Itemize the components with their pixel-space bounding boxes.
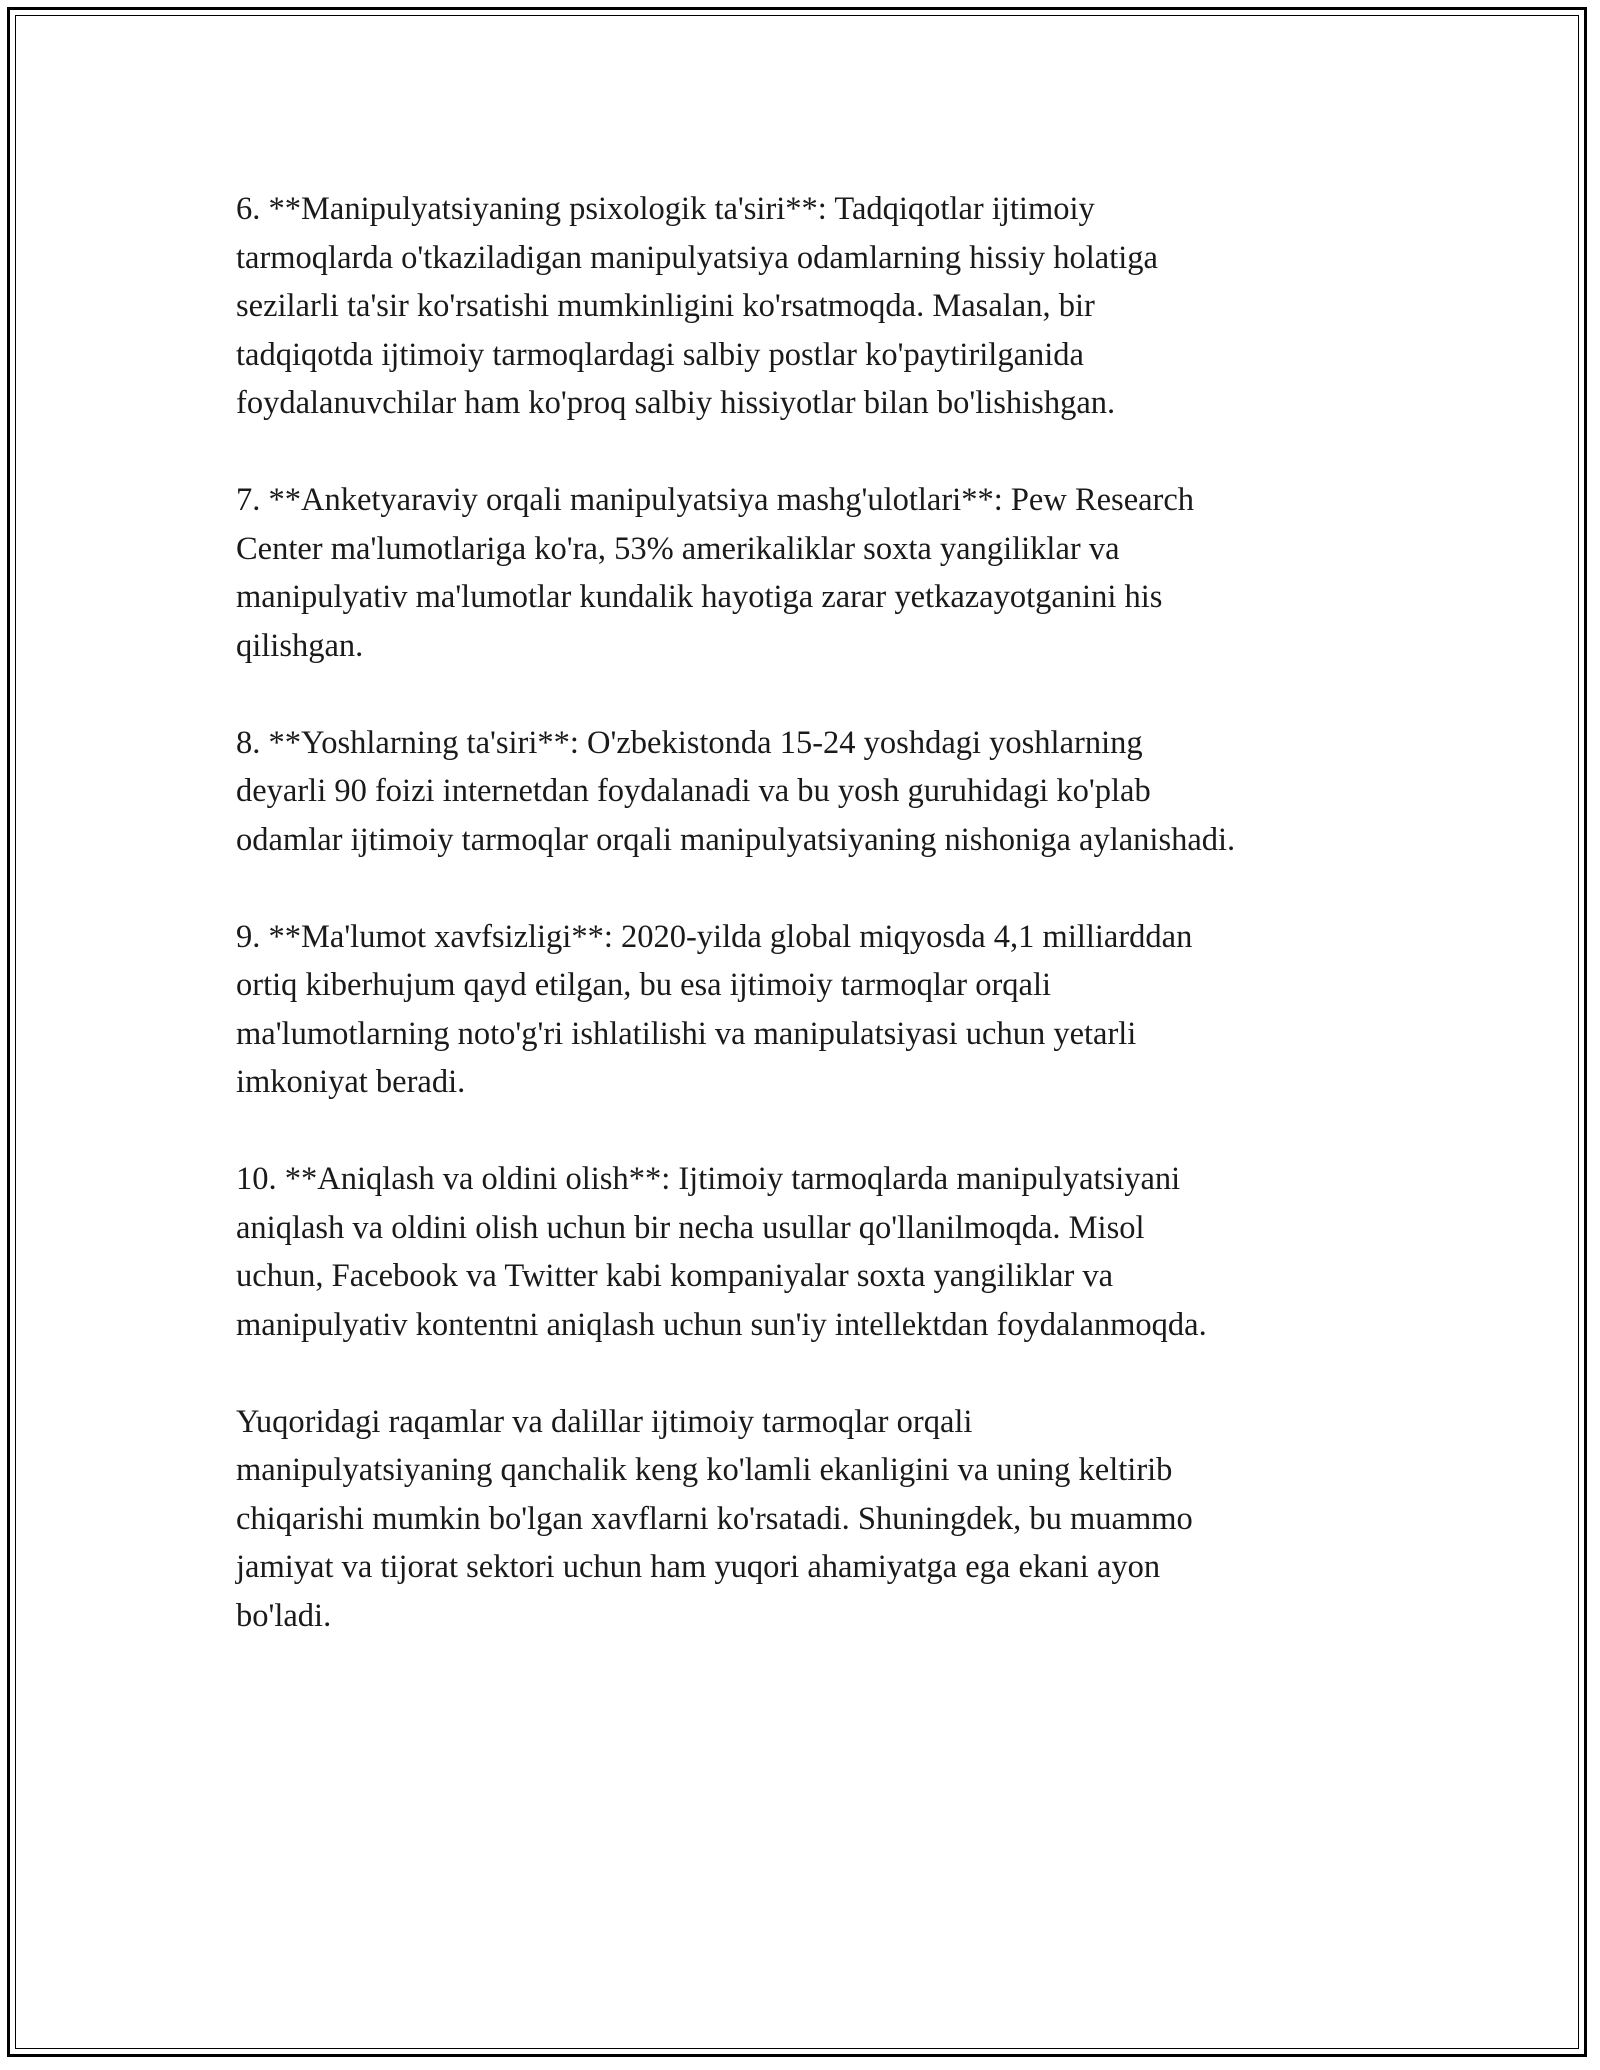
paragraph-item-6: 6. **Manipulyatsiyaning psixologik ta'siri**: Tadqiqotlar ijtimoiy tarmoqlarda o'tkaziladigan manipulyatsiya odamlarning hissiy holatiga sezilarli ta'sir ko'rsatishi mumkinligini ko'rsatmoqda. Masalan, bir tadqiqotda ijtimoiy tarmoqlardagi salbiy postlar ko'paytirilganida foydalanuvchilar ham ko'proq salbiy hissiyotlar bilan bo'lishishgan.: [236, 191, 1158, 421]
document-body: [236, 185, 1416, 1689]
conclusion-paragraph: Yuqoridagi raqamlar va dalillar ijtimoiy tarmoqlar orqali manipulyatsiyaning qanchalik keng ko'lamli ekanligini va uning keltirib chiqarishi mumkin bo'lgan xavflarni ko'rsatadi. Shuningdek, bu muammo jamiyat va tijorat sektori uchun ham yuqori ahamiyatga ega ekani ayon bo'ladi.: [236, 1403, 1193, 1634]
paragraph-item-9: 9. **Ma'lumot xavfsizligi**: 2020-yilda global miqyosda 4,1 milliarddan ortiq kiberhujum qayd etilgan, bu esa ijtimoiy tarmoqlar orqali ma'lumotlarning noto'g'ri ishlatilishi va manipulatsiyasi uchun yetarli imkoniyat beradi.: [236, 918, 1193, 1100]
paragraph-item-10: 10. **Aniqlash va oldini olish**: Ijtimoiy tarmoqlarda manipulyatsiyani aniqlash va oldini olish uchun bir necha usullar qo'llanilmoqda. Misol uchun, Facebook va Twitter kabi kompaniyalar soxta yangiliklar va manipulyativ kontentni aniqlash uchun sun'iy intellektdan foydalanmoqda.: [236, 1161, 1207, 1343]
paragraph-item-7: 7. **Anketyaraviy orqali manipulyatsiya mashg'ulotlari**: Pew Research Center ma'lumotlariga ko'ra, 53% amerikaliklar soxta yangiliklar va manipulyativ ma'lumotlar kundalik hayotiga zarar yetkazayotganini his qilishgan.: [236, 482, 1195, 664]
paragraph-item-8: 8. **Yoshlarning ta'siri**: O'zbekistonda 15-24 yoshdagi yoshlarning deyarli 90 foizi internetdan foydalanadi va bu yosh guruhidagi ko'plab odamlar ijtimoiy tarmoqlar orqali manipulyatsiyaning nishoniga aylanishadi.: [236, 724, 1236, 858]
